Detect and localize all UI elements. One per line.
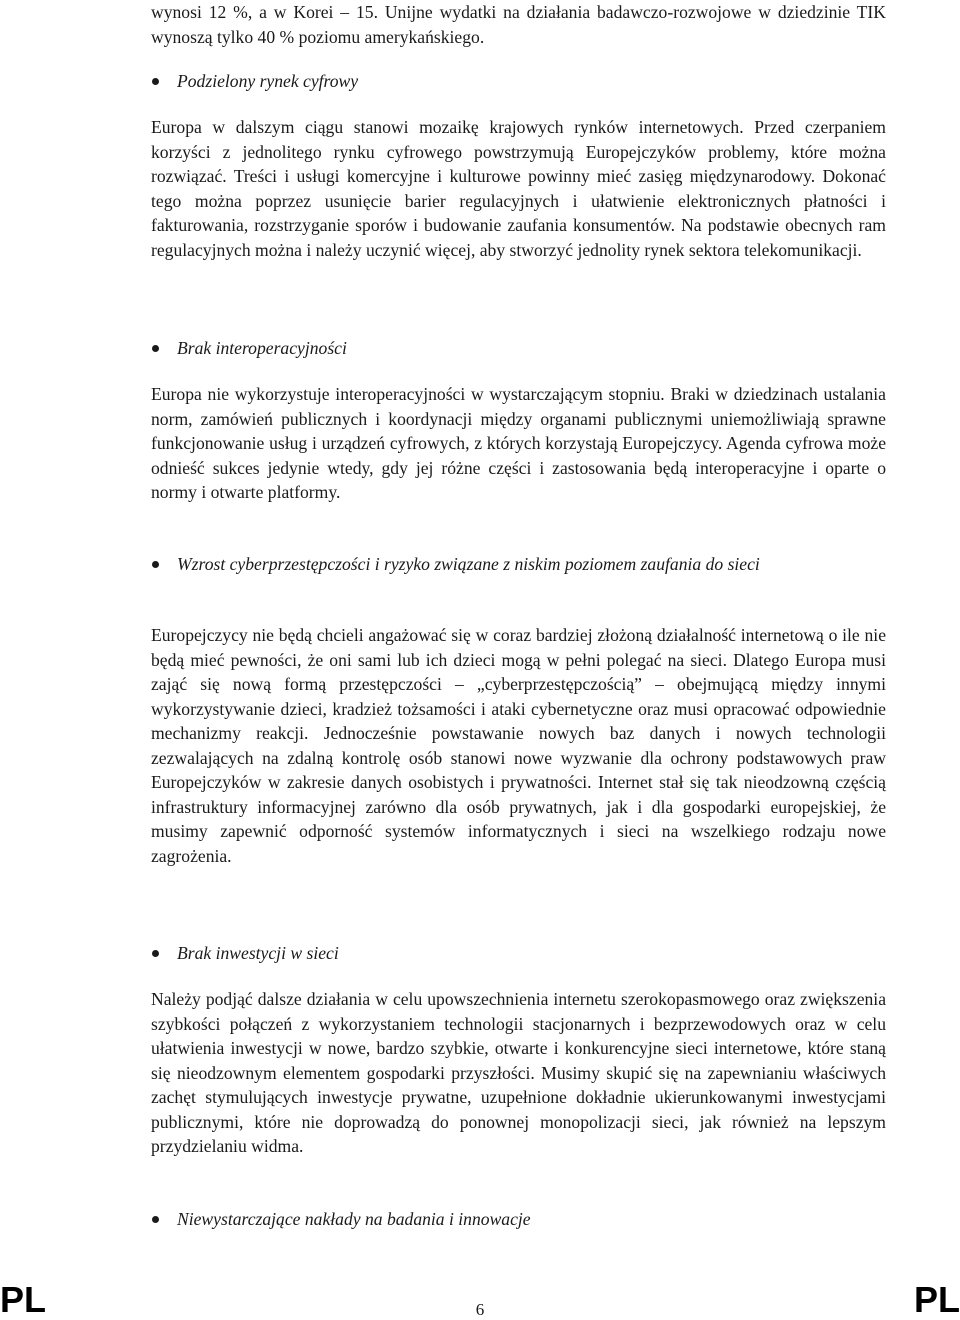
bullet-interoperability <box>151 336 886 361</box>
bullet-fragmented-market <box>151 69 886 94</box>
paragraph-digital-market: Europa w dalszym ciągu stanowi mozaikę krajowych rynków internetowych. Przed czerpaniem korzyści z jednolitego rynku cyfrowego powstrzymują Europejczyków problemy, które można rozwiązać. Treści i usługi komercyjne i kulturowe powinny mieć zasięg międzynarodowy. Dokonać tego można poprzez usunięcie barier regulacyjnych i ułatwienie elektronicznych płatności i fakturowania, rozstrzyganie sporów i budowanie zaufania konsumentów. Na podstawie obecnych ram regulacyjnych można i należy uczynić więcej, aby stworzyć jednolity rynek sektora telekomunikacji. <box>151 117 886 260</box>
paragraph-cybercrime: Europejczycy nie będą chcieli angażować się w coraz bardziej złożoną działalność internetową o ile nie będą mieć pewności, że oni sami lub ich dzieci mogą w pełni polegać na sieci. Dlatego Europa musi zająć się nową formą przestępczości – „cyberprzestępczością” – obejmującą między innymi wykorzystywanie dzieci, kradzież tożsamości i ataki cybernetyczne oraz musi opracować odpowiednie mechanizmy reakcji. Jednocześnie powstawanie nowych baz danych i nowych technologii zezwalających na zdalną kontrolę osób stanowi nowe wyzwanie dla ochrony podstawowych praw Europejczyków w zakresie danych osobistych i prywatności. Internet stał się tak nieodzowną częścią infrastruktury informacyjnej zarówno dla osób prywatnych, jak i dla gospodarki europejskiej, że musimy zapewnić odporność systemów informatycznych i sieci na wszelkiego rodzaju nowe zagrożenia. <box>151 625 886 866</box>
bullet-heading: Brak interoperacyjności <box>177 338 347 358</box>
footer-language-left: PL <box>0 1279 47 1320</box>
bullet-heading: Niewystarczające nakłady na badania i innowacje <box>177 1209 531 1229</box>
bullet-heading: Brak inwestycji w sieci <box>177 943 339 963</box>
bullet-research-innovation <box>151 1207 886 1232</box>
bullet-cybercrime <box>151 552 886 577</box>
page-number: 6 <box>475 1300 485 1319</box>
footer-language-right: PL <box>913 1279 960 1320</box>
bullet-heading: Wzrost cyberprzestępczości i ryzyko związane z niskim poziomem zaufania do sieci <box>177 554 760 574</box>
paragraph-interoperability: Europa nie wykorzystuje interoperacyjności w wystarczającym stopniu. Braki w dziedzinach ustalania norm, zamówień publicznych i koordynacji między organami publicznymi uniemożliwiają sprawne funkcjonowanie usług i urządzeń cyfrowych, z których korzystają Europejczycy. Agenda cyfrowa może odnieść sukces jedynie wtedy, gdy jej różne części i zastosowania będą interoperacyjne i oparte o normy i otwarte platformy. <box>151 384 886 502</box>
bullet-heading: Podzielony rynek cyfrowy <box>177 71 359 91</box>
paragraph-rd-spending: wynosi 12 %, a w Korei – 15. Unijne wydatki na działania badawczo-rozwojowe w dziedzinie TIK wynoszą tylko 40 % poziomu amerykańskiego. <box>151 2 886 47</box>
bullet-network-investment <box>151 941 886 966</box>
paragraph-network-investment: Należy podjąć dalsze działania w celu upowszechnienia internetu szerokopasmowego oraz zwiększenia szybkości połączeń z wykorzystaniem technologii stacjonarnych i bezprzewodowych oraz w celu ułatwienia inwestycji w nowe, bardzo szybkie, otwarte i konkurencyjne sieci internetowe, które staną się nieodzownym elementem gospodarki przyszłości. Musimy skupić się na zapewnianiu właściwych zachęt stymulujących inwestycje prywatne, uzupełnione dokładnie ukierunkowanymi inwestycjami publicznymi, które nie doprowadzą do ponownej monopolizacji sieci, jak również na lepszym przydzielaniu widma. <box>151 989 886 1156</box>
